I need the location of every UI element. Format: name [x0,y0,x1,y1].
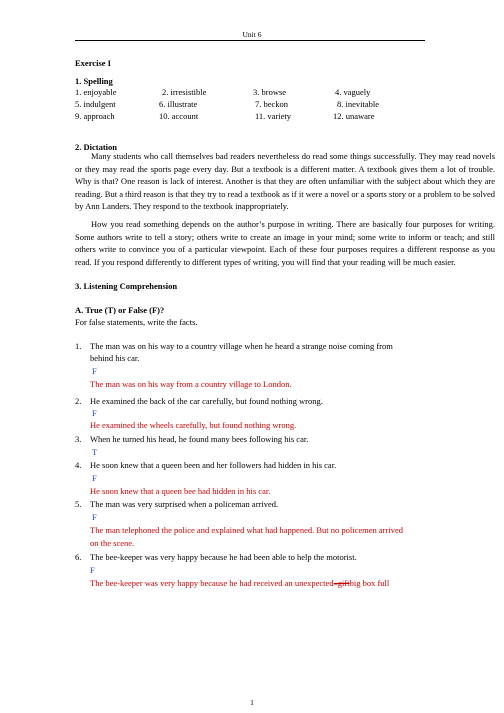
page-header: Unit 6 [242,30,262,39]
header-rule [75,40,425,41]
correction-text: The man telephoned the police and explained what had happened. But no policemen arrived [90,525,403,535]
page-number: 1 [250,698,254,707]
item-number: 3. [75,434,82,444]
spelling-word: 1. enjoyable [75,87,117,97]
spelling-word: 12. unaware [333,111,375,121]
item-statement: He soon knew that a queen been and her followers had hidden in his car. [90,460,337,470]
correction-text-cont: on the scene. [90,538,135,548]
answer-mark: F [92,512,97,522]
spelling-word: 5. indulgent [75,99,116,109]
item-number: 5. [75,499,82,509]
answer-mark: T [92,447,98,457]
item-number: 6. [75,552,82,562]
item-statement: When he turned his head, he found many bees following his car. [90,434,309,444]
item-statement: He examined the back of the car carefully, but found nothing wrong. [90,396,323,406]
dictation-paragraph-1: Many students who call themselves bad readers nevertheless do read some things successfully. They may read novels or they may read the sports page every day. But a textbook is a different matter. A textbook gives them a lot of trouble. Why is that? One reason is lack of interest. Another is that they are often unfamiliar with the subject about which they are reading. But a third reason is that they try to read a textbook as if it were a novel or a sports story or a problem to be solved by Ann Landers. They respond to the textbook inappropriately. [75,151,495,211]
answer-mark: F [92,408,97,418]
correction-text: He examined the wheels carefully, but found nothing wrong. [90,420,297,430]
correction-text-main: The bee-keeper was very happy because he had received an unexpected [90,578,334,588]
spelling-word: 6. illustrate [159,99,198,109]
correction-text: The man was on his way from a country village to London. [90,379,292,389]
correction-text: He soon knew that a queen bee had hidden in his car. [90,486,271,496]
spelling-word: 10. account [159,111,199,121]
spelling-word: 7. beckon [255,99,289,109]
item-statement: The man was very surprised when a policeman arrived. [90,499,279,509]
answer-mark: F [92,366,97,376]
spelling-word: 2. irresistible [162,87,207,97]
spelling-word: 4. vaguely [335,87,371,97]
spelling-word: 8. inevitable [337,99,380,109]
correction-text [90,578,389,588]
item-number: 4. [75,460,82,470]
dictation-paragraph-2: How you read something depends on the author’s purpose in writing. There are basically four purposes for writing. Some authors write to tell a story; others write to create an image in your mind; some write to inform or teach; and still others write to convince you of a particular viewpoint. Each of these four purposes requires a different response as you read. If you respond differently to different types of writing, you will find that your reading will be much easier. [75,219,495,267]
spelling-word: 3. browse [253,87,287,97]
exercise-title: Exercise I [75,58,111,68]
answer-mark: F [92,473,97,483]
item-statement-cont: behind his car. [90,353,140,363]
correction-text-tail: big box full [349,578,390,588]
item-statement: The man was on his way to a country village when he heard a strange noise coming from [90,341,393,351]
item-statement: The bee-keeper was very happy because he had been able to help the motorist. [90,552,357,562]
item-number: 2. [75,396,82,406]
dictation-title: 2. Dictation [75,142,118,152]
item-number: 1. [75,341,82,351]
listening-instruction: For false statements, write the facts. [75,317,198,327]
spelling-word: 11. variety [255,111,292,121]
answer-mark: F [90,565,95,575]
listening-title: 3. Listening Comprehension [75,281,178,291]
struck-word: –gift [333,578,350,588]
spelling-title: 1. Spelling [75,76,113,86]
listening-subtitle: A. True (T) or False (F)? [75,305,165,315]
spelling-word: 9. approach [75,111,115,121]
